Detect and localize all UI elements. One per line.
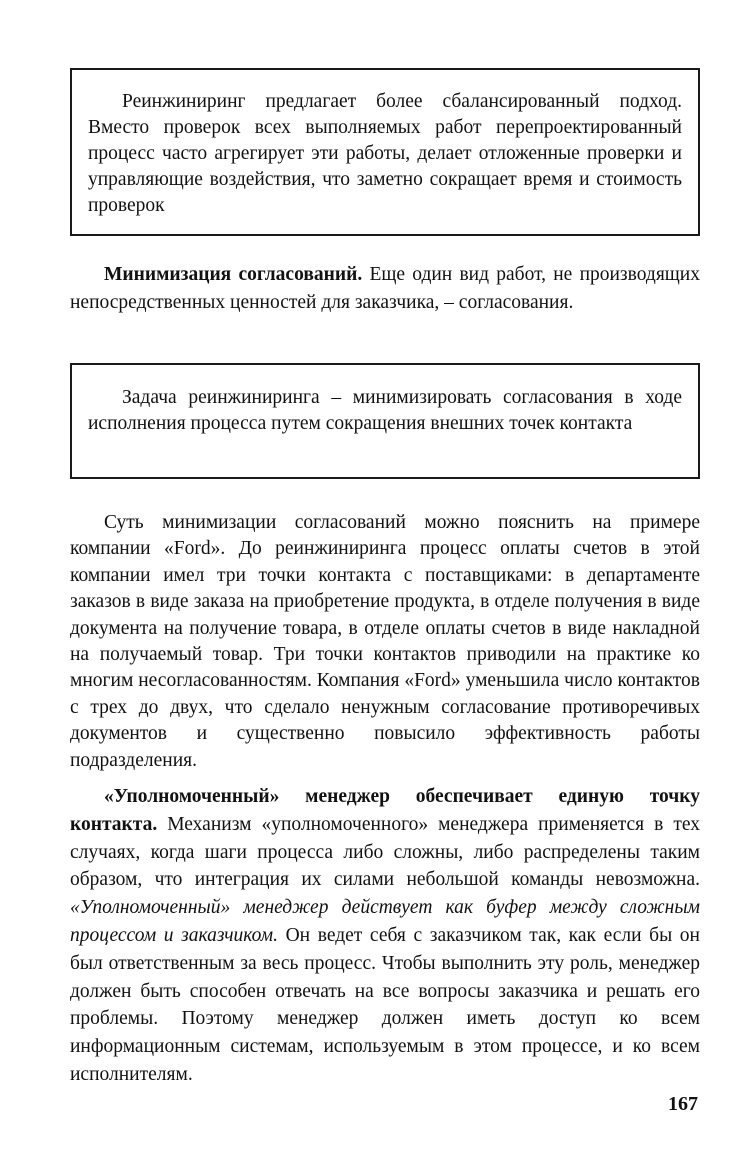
paragraph-text-continued: Он ведет себя с заказчиком так, как если бы он был ответственным за весь процесс. Чтобы выполнить эту роль, менеджер должен быть способен отвечать на все вопросы заказчика и решать его проблемы. Поэтому менеджер должен иметь доступ ко всем информационным системам, используемым в этом процессе, и ко всем исполнителям. — [70, 924, 700, 1085]
callout-box-reengineering — [70, 68, 700, 236]
callout-text: Задача реинжиниринга – минимизировать согласования в ходе исполнения процесса путем сокращения внешних точек контакта — [88, 387, 682, 434]
callout-text: Реинжиниринг предлагает более сбалансированный подход. Вместо проверок всех выполняемых работ перепроектированный процесс часто агрегирует эти работы, делает отложенные проверки и управляющие воздействия, что заметно сокращает время и стоимость проверок — [88, 91, 682, 216]
paragraph-minimization — [70, 261, 700, 317]
callout-box-task — [70, 363, 700, 479]
section-heading-minimization: Минимизация согласований. — [104, 264, 363, 285]
page-number: 167 — [668, 1093, 698, 1115]
paragraph-text: Еще один вид работ, не производящих непосредственных ценностей для заказчика, – согласования. — [70, 264, 700, 313]
paragraph-text: Механизм «уполномоченного» менеджера применяется в тех случаях, когда шаги процесса либо сложны, либо распределены таким образом, что интеграция их силами небольшой команды невозможна. — [70, 813, 700, 891]
paragraph-ford-example: Суть минимизации согласований можно пояснить на примере компании «Ford». До реинжиниринга процесс оплаты счетов в этой компании имел три точки контакта с поставщиками: в департаменте заказов в виде заказа на приобретение продукта, в отделе получения в виде документа на получение товара, в отделе оплаты счетов в виде накладной на получаемый товар. Три точки контактов приводили на практике ко многим несогласованностям. Компания «Ford» уменьшила число контактов с трех до двух, что сделало ненужным согласование противоречивых документов и существенно повысило эффективность работы подразделения. — [70, 512, 700, 771]
section-heading-case-manager: «Уполномоченный» менеджер обеспечивает единую точку контакта. — [70, 786, 700, 835]
emphasis-text: «Уполномоченный» менеджер действует как буфер между сложным процессом и заказчиком. — [70, 897, 700, 946]
paragraph-case-manager — [70, 783, 700, 1089]
